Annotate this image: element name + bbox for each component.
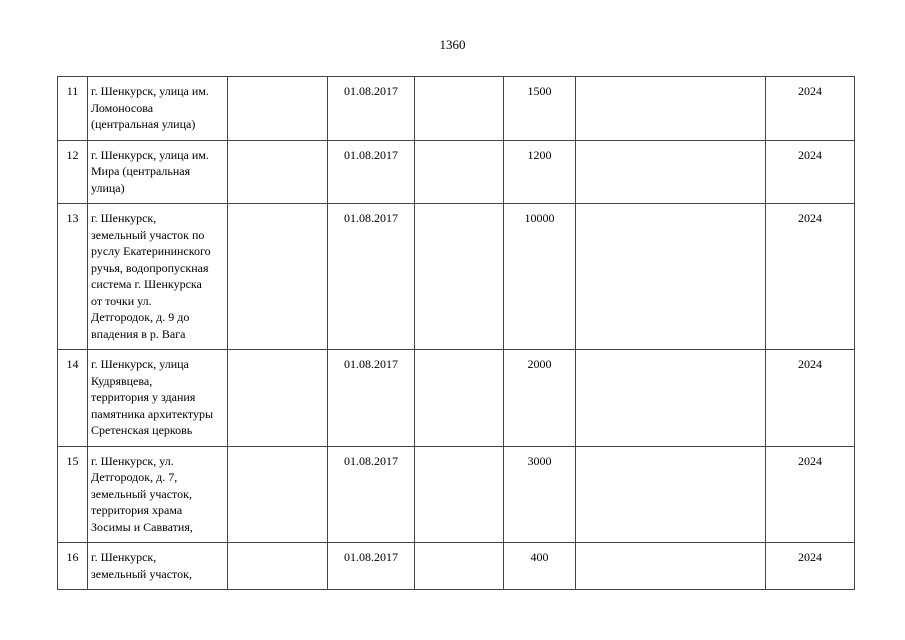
empty-cell bbox=[415, 204, 504, 350]
row-address bbox=[88, 350, 228, 447]
row-area: 1200 bbox=[504, 140, 576, 204]
row-date: 01.08.2017 bbox=[328, 543, 415, 590]
address-line: памятника архитектуры bbox=[91, 406, 214, 421]
empty-cell bbox=[576, 446, 766, 543]
row-area: 10000 bbox=[504, 204, 576, 350]
address-line: от точки ул. bbox=[91, 293, 152, 308]
row-date: 01.08.2017 bbox=[328, 140, 415, 204]
row-address bbox=[88, 446, 228, 543]
table-row bbox=[58, 350, 855, 447]
row-year: 2024 bbox=[766, 77, 855, 141]
empty-cell bbox=[576, 204, 766, 350]
row-number: 11 bbox=[58, 77, 88, 141]
empty-cell bbox=[228, 77, 328, 141]
address-line: земельный участок, bbox=[91, 486, 192, 501]
empty-cell bbox=[415, 77, 504, 141]
empty-cell bbox=[415, 446, 504, 543]
address-line: ручья, водопропускная bbox=[91, 260, 209, 275]
address-line: (центральная улица) bbox=[91, 117, 196, 131]
address-line: Детгородок, д. 7, bbox=[91, 470, 178, 484]
table-row bbox=[58, 140, 855, 204]
row-area: 3000 bbox=[504, 446, 576, 543]
row-year: 2024 bbox=[766, 446, 855, 543]
empty-cell bbox=[576, 140, 766, 204]
row-number: 13 bbox=[58, 204, 88, 350]
data-table bbox=[57, 76, 855, 590]
address-line: г. Шенкурск, bbox=[91, 550, 157, 564]
row-address bbox=[88, 204, 228, 350]
address-line: Зосимы и Савватия, bbox=[91, 519, 193, 534]
address-line: г. Шенкурск, ул. bbox=[91, 453, 174, 468]
row-number: 12 bbox=[58, 140, 88, 204]
row-year: 2024 bbox=[766, 140, 855, 204]
row-date: 01.08.2017 bbox=[328, 204, 415, 350]
empty-cell bbox=[415, 350, 504, 447]
row-address bbox=[88, 543, 228, 590]
address-line: г. Шенкурск, улица им. bbox=[91, 147, 209, 162]
empty-cell bbox=[415, 543, 504, 590]
empty-cell bbox=[228, 204, 328, 350]
row-number: 16 bbox=[58, 543, 88, 590]
row-address bbox=[88, 140, 228, 204]
row-year: 2024 bbox=[766, 350, 855, 447]
empty-cell bbox=[576, 350, 766, 447]
address-line: Детгородок, д. 9 до bbox=[91, 310, 190, 324]
table-row bbox=[58, 204, 855, 350]
address-line: Сретенская церковь bbox=[91, 423, 193, 437]
address-line: руслу Екатерининского bbox=[91, 244, 211, 258]
address-line: г. Шенкурск, улица bbox=[91, 357, 189, 371]
row-year: 2024 bbox=[766, 204, 855, 350]
empty-cell bbox=[415, 140, 504, 204]
address-line: улица) bbox=[91, 180, 125, 195]
address-line: Кудрявцева, bbox=[91, 373, 153, 388]
row-number: 14 bbox=[58, 350, 88, 447]
row-year: 2024 bbox=[766, 543, 855, 590]
page-number: 1360 bbox=[439, 37, 466, 52]
address-line: земельный участок, bbox=[91, 566, 192, 581]
address-line: впадения в р. Вага bbox=[91, 326, 186, 341]
address-line: г. Шенкурск, улица им. bbox=[91, 84, 209, 98]
address-line: территория у здания bbox=[91, 390, 196, 404]
empty-cell bbox=[228, 446, 328, 543]
table-row bbox=[58, 77, 855, 141]
table-body bbox=[58, 77, 855, 590]
row-area: 2000 bbox=[504, 350, 576, 447]
row-address bbox=[88, 77, 228, 141]
row-area: 400 bbox=[504, 543, 576, 590]
empty-cell bbox=[228, 140, 328, 204]
row-date: 01.08.2017 bbox=[328, 350, 415, 447]
address-line: система г. Шенкурска bbox=[91, 277, 202, 291]
address-line: земельный участок по bbox=[91, 227, 205, 242]
table-row bbox=[58, 446, 855, 543]
address-line: г. Шенкурск, bbox=[91, 211, 157, 225]
empty-cell bbox=[576, 543, 766, 590]
row-date: 01.08.2017 bbox=[328, 446, 415, 543]
table-row bbox=[58, 543, 855, 590]
row-date: 01.08.2017 bbox=[328, 77, 415, 141]
empty-cell bbox=[228, 543, 328, 590]
empty-cell bbox=[228, 350, 328, 447]
row-area: 1500 bbox=[504, 77, 576, 141]
row-number: 15 bbox=[58, 446, 88, 543]
address-line: территория храма bbox=[91, 503, 183, 517]
empty-cell bbox=[576, 77, 766, 141]
address-line: Мира (центральная bbox=[91, 164, 191, 178]
address-line: Ломоносова bbox=[91, 100, 154, 115]
